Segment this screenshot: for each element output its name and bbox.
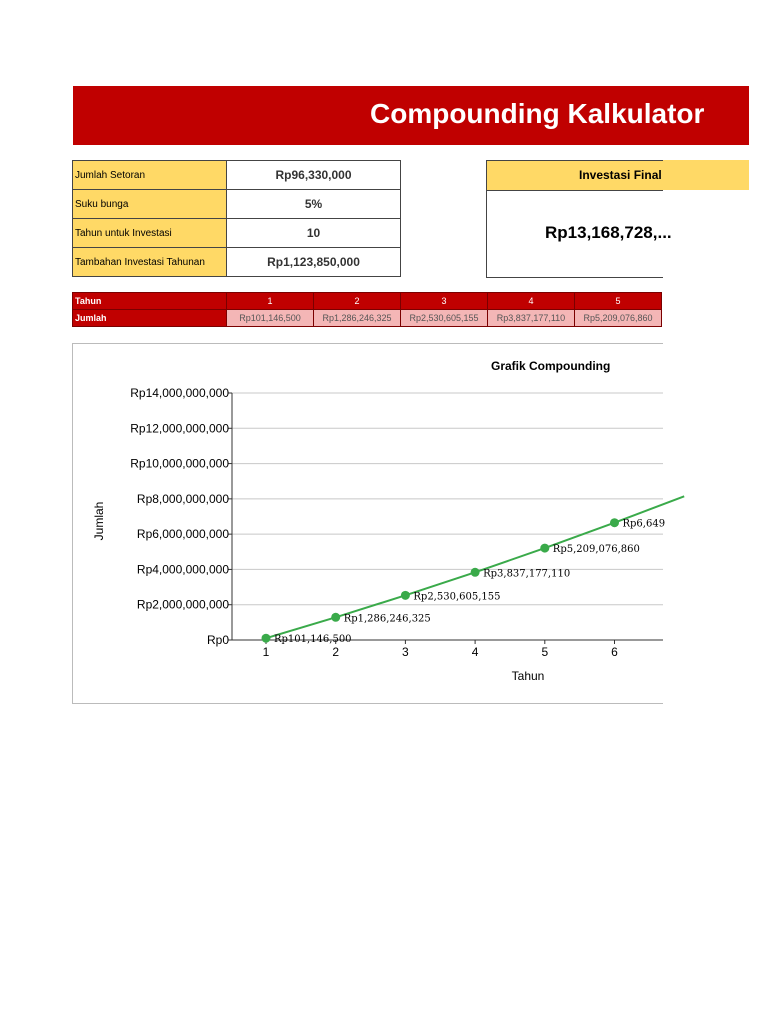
amount-row-label: Jumlah [73, 310, 227, 327]
input-value[interactable]: Rp96,330,000 [227, 161, 401, 190]
input-row [73, 161, 401, 190]
data-point [540, 544, 549, 553]
input-value[interactable]: 5% [227, 190, 401, 219]
x-axis-title: Tahun [511, 669, 545, 683]
x-tick-label: 3 [402, 645, 409, 659]
input-label: Tambahan Investasi Tahunan [73, 248, 227, 277]
x-tick-label: 2 [332, 645, 340, 659]
input-label: Suku bunga [73, 190, 227, 219]
x-tick-label: 1 [262, 645, 270, 659]
amount-row [73, 310, 662, 327]
input-value[interactable]: Rp1,123,850,000 [227, 248, 401, 277]
year-cell[interactable]: 3 [401, 293, 488, 310]
year-row [73, 293, 662, 310]
title-banner [73, 86, 749, 145]
data-label: Rp5,209,076,860 [552, 544, 640, 556]
series-line [266, 496, 684, 638]
data-label: Rp3,837,177,110 [483, 568, 571, 580]
amount-cell[interactable]: Rp2,530,605,155 [401, 310, 488, 327]
data-point [471, 568, 480, 577]
x-tick-label: 4 [471, 645, 479, 659]
chart-container[interactable] [72, 343, 666, 704]
y-tick-label: Rp0 [206, 633, 229, 647]
line-chart [73, 344, 666, 703]
input-label: Tahun untuk Investasi [73, 219, 227, 248]
input-row [73, 190, 401, 219]
y-tick-label: Rp10,000,000,000 [130, 456, 229, 471]
data-label: Rp1,286,246,325 [343, 613, 431, 625]
data-point [262, 634, 271, 643]
y-axis-title: Jumlah [92, 501, 106, 541]
y-tick-label: Rp6,000,000,000 [136, 527, 229, 542]
input-value[interactable]: 10 [227, 219, 401, 248]
amount-cell[interactable]: Rp101,146,500 [227, 310, 314, 327]
input-row [73, 248, 401, 277]
year-cell[interactable]: 1 [227, 293, 314, 310]
year-cell[interactable]: 2 [314, 293, 401, 310]
year-row-label: Tahun [73, 293, 227, 310]
final-header-fill [662, 160, 749, 190]
chart-title: Grafik Compounding [491, 359, 611, 373]
page-title: Compounding Kalkulator [370, 98, 705, 129]
data-point [610, 518, 619, 527]
data-label: Rp101,146,500 [274, 634, 352, 646]
y-tick-label: Rp12,000,000,000 [130, 421, 229, 436]
y-tick-label: Rp14,000,000,000 [130, 386, 229, 400]
yearly-table [72, 292, 662, 327]
data-point [401, 591, 410, 600]
data-label: Rp6,649 [622, 518, 666, 530]
data-label: Rp2,530,605,155 [413, 591, 501, 603]
input-row [73, 219, 401, 248]
amount-cell[interactable]: Rp5,209,076,860 [575, 310, 662, 327]
y-tick-label: Rp8,000,000,000 [136, 491, 229, 506]
y-tick-label: Rp4,000,000,000 [136, 562, 229, 577]
input-table [72, 160, 401, 277]
y-tick-label: Rp2,000,000,000 [136, 597, 229, 612]
final-investment-label: Investasi Final [487, 161, 663, 191]
amount-cell[interactable]: Rp1,286,246,325 [314, 310, 401, 327]
year-cell[interactable]: 5 [575, 293, 662, 310]
x-tick-label: 5 [541, 645, 549, 659]
amount-cell[interactable]: Rp3,837,177,110 [488, 310, 575, 327]
x-tick-label: 6 [611, 645, 618, 659]
year-cell[interactable]: 4 [488, 293, 575, 310]
final-investment-value: Rp13,168,728,... [545, 223, 672, 242]
final-investment-box [486, 160, 672, 278]
data-point [331, 613, 340, 622]
input-label: Jumlah Setoran [73, 161, 227, 190]
